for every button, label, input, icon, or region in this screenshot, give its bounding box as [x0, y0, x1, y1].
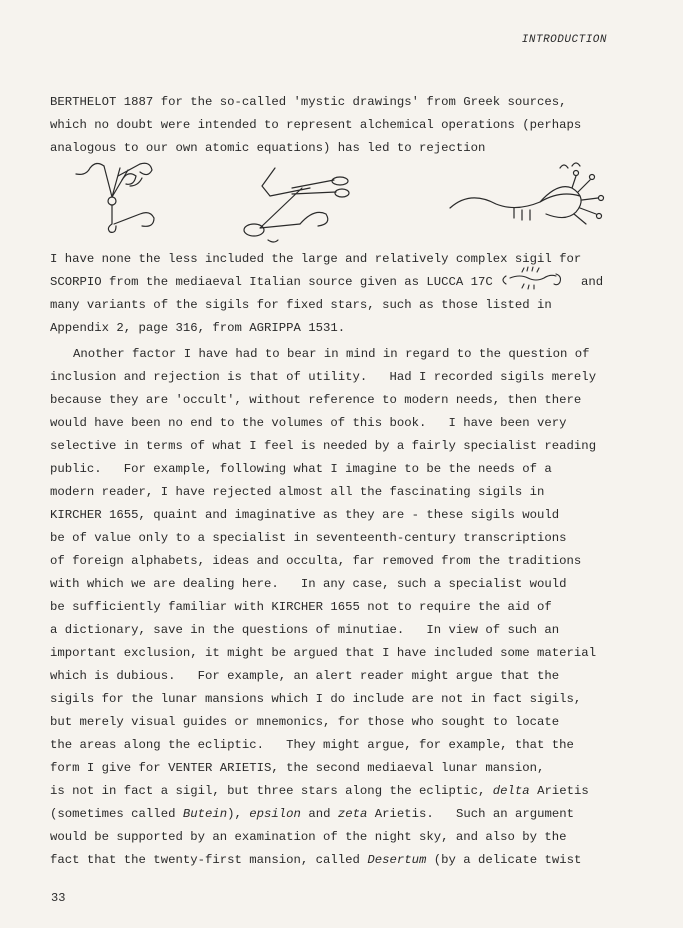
text-line: BERTHELOT 1887 for the so-called 'mystic drawings' from Greek sources, — [50, 95, 567, 109]
text-line: which no doubt were intended to represent alchemical operations (perhaps — [50, 118, 582, 132]
text-line: modern reader, I have rejected almost all the fascinating sigils in — [50, 485, 545, 499]
italic-run: zeta — [337, 807, 368, 821]
text-line: public. For example, following what I imagine to be the needs of a — [50, 462, 552, 476]
running-header: INTRODUCTION — [521, 34, 607, 46]
text-line: I have none the less included the large and relatively complex sigil for — [50, 252, 582, 266]
text-run: is not in fact a sigil, but three stars along the ecliptic, — [50, 784, 486, 798]
text-line: inclusion and rejection is that of utility. Had I recorded sigils merely — [50, 370, 597, 384]
scorpio-sigil-icon — [498, 266, 570, 290]
text-line: form I give for VENTER ARIETIS, the second mediaeval lunar mansion, — [50, 761, 545, 775]
text-line: SCORPIO from the mediaeval Italian source given as LUCCA 17C — [50, 275, 493, 289]
text-line: with which we are dealing here. In any case, such a specialist would — [50, 577, 567, 591]
text-line: a dictionary, save in the questions of minutiae. In view of such an — [50, 623, 560, 637]
text-line: selective in terms of what I feel is needed by a fairly specialist reading — [50, 439, 597, 453]
text-run: Arietis. Such an argument — [374, 807, 575, 821]
text-line: because they are 'occult', without reference to modern needs, then there — [50, 393, 582, 407]
text-line-mixed — [50, 854, 581, 866]
text-line: the areas along the ecliptic. They might argue, for example, that the — [50, 738, 574, 752]
text-line: be of value only to a specialist in seventeenth-century transcriptions — [50, 531, 567, 545]
text-run: and — [308, 807, 331, 821]
text-line: of foreign alphabets, ideas and occulta, far removed from the traditions — [50, 554, 582, 568]
text-line: Appendix 2, page 316, from AGRIPPA 1531. — [50, 321, 346, 335]
text-line: KIRCHER 1655, quaint and imaginative as they are - these sigils would — [50, 508, 560, 522]
text-line: would have been no end to the volumes of this book. I have been very — [50, 416, 567, 430]
text-run: (sometimes called — [50, 807, 176, 821]
page-number: 33 — [51, 891, 66, 905]
text-line: and — [581, 275, 604, 289]
italic-run: delta — [492, 784, 530, 798]
alchemical-sigil-2 — [244, 168, 349, 242]
text-line-mixed — [50, 785, 589, 797]
text-line: be sufficiently familiar with KIRCHER 1655 not to require the aid of — [50, 600, 552, 614]
text-line: would be supported by an examination of the night sky, and also by the — [50, 830, 567, 844]
text-run: Arietis — [537, 784, 589, 798]
italic-run: Desertum — [367, 853, 427, 867]
text-line: Another factor I have had to bear in mind in regard to the question of — [73, 347, 590, 361]
text-run: (by a delicate twist — [433, 853, 582, 867]
text-line: many variants of the sigils for fixed stars, such as those listed in — [50, 298, 552, 312]
text-line: which is dubious. For example, an alert reader might argue that the — [50, 669, 560, 683]
text-run: fact that the twenty-first mansion, called — [50, 853, 360, 867]
text-line: but merely visual guides or mnemonics, for those who sought to locate — [50, 715, 560, 729]
alchemical-sigil-3 — [450, 163, 604, 224]
text-line: sigils for the lunar mansions which I do include are not in fact sigils, — [50, 692, 582, 706]
italic-run: Butein — [182, 807, 228, 821]
text-line: important exclusion, it might be argued that I have included some material — [50, 646, 597, 660]
alchemical-sigils-figure — [0, 158, 683, 250]
alchemical-sigil-1 — [76, 163, 154, 232]
italic-run: epsilon — [249, 807, 301, 821]
text-line-mixed — [50, 808, 574, 820]
text-line: analogous to our own atomic equations) has led to rejection — [50, 141, 486, 155]
text-run: ), — [227, 807, 242, 821]
